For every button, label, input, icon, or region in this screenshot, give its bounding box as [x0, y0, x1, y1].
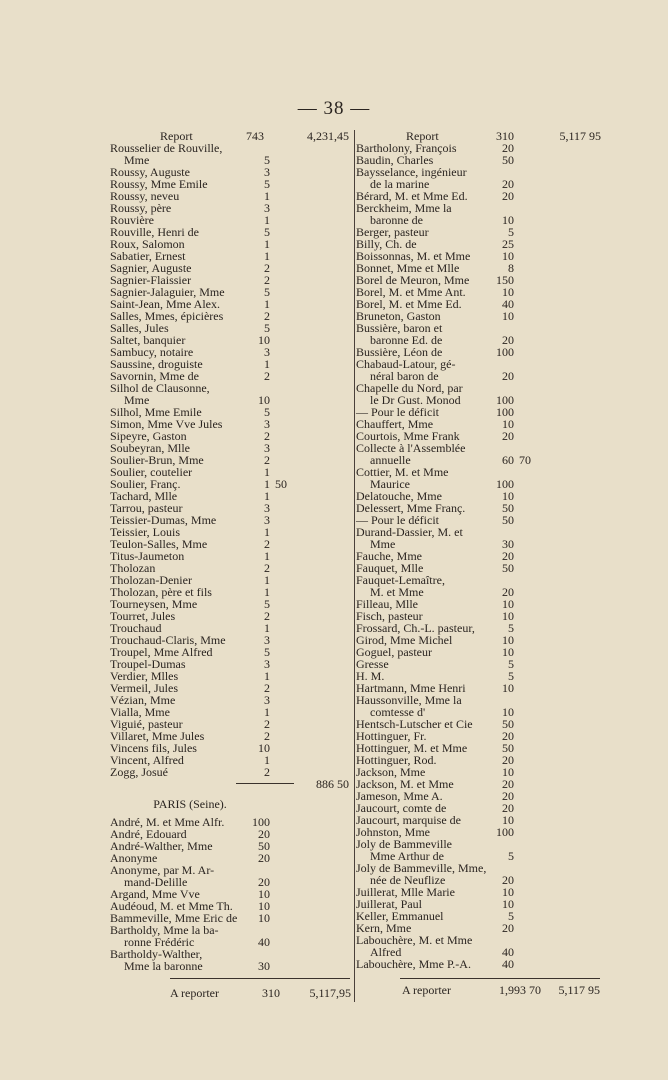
left-report-total: 4,231,45: [307, 129, 349, 143]
entry-amount: 100: [496, 393, 514, 407]
entry-amount: 10: [502, 417, 514, 431]
entry-amount: 40: [502, 297, 514, 311]
entry-name: Mme: [124, 153, 150, 167]
entry-name: Salles, Mmes, épicières: [110, 309, 224, 323]
entry-name: baronne de: [370, 213, 423, 227]
entry-name: Berger, pasteur: [356, 225, 429, 239]
entry-name: Sabatier, Ernest: [110, 249, 186, 263]
entry-name: Chabaud-Latour, gé-: [356, 357, 456, 371]
entry-name: Fisch, pasteur: [356, 609, 423, 623]
entry-name: Collecte à l'Assemblée: [356, 441, 466, 455]
entry-name: — Pour le déficit: [356, 513, 439, 527]
entry-amount: 10: [502, 249, 514, 263]
entry-name: Verdier, Mlles: [110, 669, 179, 683]
entry-amount: 10: [502, 633, 514, 647]
entry-amount: 2: [264, 453, 270, 467]
entry-amount: 2: [264, 717, 270, 731]
entry-name: Alfred: [370, 945, 402, 959]
entry-amount: 10: [502, 897, 514, 911]
page-number: — 38 —: [297, 98, 371, 119]
entry-amount: 60: [502, 453, 514, 467]
entry-name: — Pour le déficit: [356, 405, 439, 419]
entry-amount: 1: [264, 477, 270, 491]
entry-name: Bartholony, François: [356, 141, 457, 155]
entry-amount: 20: [502, 729, 514, 743]
entry-name: Hartmann, Mme Henri: [356, 681, 466, 695]
entry-name: Fauquet-Lemaître,: [356, 573, 445, 587]
entry-name: comtesse d': [370, 705, 426, 719]
entry-name: Tarrou, pasteur: [110, 501, 183, 515]
entry-name: Berckheim, Mme la: [356, 201, 452, 215]
entry-amount: 5: [508, 657, 514, 671]
entry-amount: 5: [508, 849, 514, 863]
right-footer-amount: 1,993 70: [499, 983, 541, 997]
entry-amount: 1: [264, 549, 270, 563]
entry-name: Bruneton, Gaston: [356, 309, 441, 323]
entry-amount: 2: [264, 273, 270, 287]
entry-amount: 1: [264, 753, 270, 767]
entry-name: Vincent, Alfred: [110, 753, 184, 767]
entry-amount: 20: [502, 177, 514, 191]
entry-amount: 50: [502, 561, 514, 575]
entry-name: Salles, Jules: [110, 321, 169, 335]
entry-name: née de Neuflize: [370, 873, 446, 887]
right-report-amount: 310: [496, 129, 514, 143]
entry-name: Borel, M. et Mme Ant.: [356, 285, 466, 299]
entry-amount: 2: [264, 609, 270, 623]
right-entry-row: [356, 658, 606, 670]
entry-amount: 20: [502, 921, 514, 935]
entry-name: Audéoud, M. et Mme Th.: [110, 899, 233, 913]
entry-name: M. et Mme: [370, 585, 424, 599]
entry-amount: 10: [502, 489, 514, 503]
entry-amount: 3: [264, 345, 270, 359]
entry-amount: 20: [502, 141, 514, 155]
subtotal-rule: [236, 783, 294, 784]
entry-amount: 5: [508, 909, 514, 923]
entry-name: Roussy, Auguste: [110, 165, 190, 179]
entry-amount: 5: [264, 645, 270, 659]
entry-name: Cottier, M. et Mme: [356, 465, 449, 479]
entry-amount: 150: [496, 273, 514, 287]
entry-name: Teulon-Salles, Mme: [110, 537, 208, 551]
entry-name: annuelle: [370, 453, 411, 467]
entry-amount: 3: [264, 165, 270, 179]
entry-amount: 1: [264, 213, 270, 227]
entry-name: Billy, Ch. de: [356, 237, 417, 251]
entry-name: Sambucy, notaire: [110, 345, 194, 359]
entry-name: Saint-Jean, Mme Alex.: [110, 297, 220, 311]
entry-name: Savornin, Mme de: [110, 369, 199, 383]
entry-name: Tholozan, père et fils: [110, 585, 212, 599]
entry-name: Johnston, Mme: [356, 825, 431, 839]
entry-amount: 10: [502, 213, 514, 227]
entry-name: Roussy, neveu: [110, 189, 180, 203]
entry-name: Soulier, coutelier: [110, 465, 193, 479]
entry-name: Zogg, Josué: [110, 765, 168, 779]
entry-amount: 10: [502, 645, 514, 659]
entry-amount: 5: [508, 669, 514, 683]
entry-name: Jaucourt, marquise de: [356, 813, 461, 827]
entry-cents: 50: [275, 477, 287, 491]
entry-amount: 3: [264, 513, 270, 527]
entry-amount: 20: [258, 827, 270, 841]
entry-amount: 50: [502, 153, 514, 167]
entry-amount: 2: [264, 765, 270, 779]
entry-name: Juillerat, Mlle Marie: [356, 885, 455, 899]
entry-amount: 10: [502, 705, 514, 719]
entry-amount: 3: [264, 633, 270, 647]
entry-name: Anonyme: [110, 851, 158, 865]
entry-name: Goguel, pasteur: [356, 645, 432, 659]
entry-name: Chauffert, Mme: [356, 417, 434, 431]
entry-name: ronne Frédéric: [124, 935, 195, 949]
entry-name: Courtois, Mme Frank: [356, 429, 460, 443]
entry-amount: 50: [502, 513, 514, 527]
entry-name: Jaucourt, comte de: [356, 801, 447, 815]
entry-amount: 40: [502, 945, 514, 959]
entry-amount: 20: [502, 189, 514, 203]
paris-entries-list: [110, 816, 350, 972]
entry-name: Hentsch-Lutscher et Cie: [356, 717, 473, 731]
entry-amount: 10: [502, 285, 514, 299]
entry-amount: 1: [264, 297, 270, 311]
entry-amount: 3: [264, 201, 270, 215]
entry-amount: 100: [496, 345, 514, 359]
entry-name: Trouchaud-Claris, Mme: [110, 633, 226, 647]
entry-amount: 20: [502, 789, 514, 803]
entry-name: Saussine, droguiste: [110, 357, 203, 371]
entry-amount: 10: [502, 765, 514, 779]
entry-amount: 100: [496, 825, 514, 839]
entry-name: Mme Arthur de: [370, 849, 444, 863]
entry-amount: 100: [252, 815, 270, 829]
entry-amount: 10: [502, 597, 514, 611]
entry-name: Roussy, Mme Emile: [110, 177, 208, 191]
column-divider: [354, 130, 355, 1002]
entry-amount: 2: [264, 561, 270, 575]
right-entries-list: [356, 142, 606, 970]
entry-name: le Dr Gust. Monod: [370, 393, 461, 407]
entry-amount: 2: [264, 729, 270, 743]
entry-name: Mme: [124, 393, 150, 407]
entry-name: Bartholdy, Mme la ba-: [110, 923, 219, 937]
entry-amount: 3: [264, 417, 270, 431]
entry-name: Teissier, Louis: [110, 525, 181, 539]
entry-name: Silhol, Mme Emile: [110, 405, 202, 419]
entry-amount: 20: [502, 369, 514, 383]
entry-name: Hottinguer, M. et Mme: [356, 741, 468, 755]
section-heading: PARIS (Seine).: [153, 797, 227, 811]
entry-amount: 2: [264, 309, 270, 323]
entry-amount: 100: [496, 405, 514, 419]
entry-name: Argand, Mme Vve: [110, 887, 200, 901]
entry-name: de la marine: [370, 177, 430, 191]
entry-amount: 20: [258, 851, 270, 865]
entry-name: Roussy, père: [110, 201, 172, 215]
entry-amount: 1: [264, 489, 270, 503]
entry-name: Labouchère, M. et Mme: [356, 933, 473, 947]
entry-amount: 2: [264, 429, 270, 443]
entry-name: Tholozan: [110, 561, 156, 575]
right-report-label: Report: [406, 129, 439, 143]
entry-amount: 20: [502, 429, 514, 443]
entry-name: André-Walther, Mme: [110, 839, 213, 853]
entry-name: Hottinguer, Rod.: [356, 753, 437, 767]
entry-name: Bartholdy-Walther,: [110, 947, 203, 961]
entry-amount: 10: [502, 681, 514, 695]
left-report-amount: 743: [246, 129, 264, 143]
right-footer-total: 5,117 95: [558, 983, 600, 997]
entry-name: H. M.: [356, 669, 385, 683]
entry-amount: 3: [264, 693, 270, 707]
entry-name: Sagnier-Flaissier: [110, 273, 192, 287]
entry-name: Mme: [370, 537, 396, 551]
entry-name: Fauquet, Mlle: [356, 561, 424, 575]
entry-name: André, Edouard: [110, 827, 187, 841]
left-footer-label: A reporter: [170, 986, 219, 1000]
entry-name: Villaret, Mme Jules: [110, 729, 205, 743]
entry-name: Joly de Bammeville, Mme,: [356, 861, 487, 875]
entry-name: Trouchaud: [110, 621, 162, 635]
entry-name: Delessert, Mme Franç.: [356, 501, 466, 515]
entry-name: Tourret, Jules: [110, 609, 176, 623]
entry-name: Soulier, Franç.: [110, 477, 181, 491]
entry-amount: 2: [264, 261, 270, 275]
left-entry-row: [110, 766, 350, 778]
entry-name: André, M. et Mme Alfr.: [110, 815, 225, 829]
right-report-total: 5,117 95: [559, 129, 601, 143]
entry-name: Keller, Emmanuel: [356, 909, 444, 923]
entry-name: Fauche, Mme: [356, 549, 422, 563]
entry-name: Viguié, pasteur: [110, 717, 183, 731]
entry-amount: 30: [258, 959, 270, 973]
entry-amount: 1: [264, 237, 270, 251]
entry-amount: 2: [264, 369, 270, 383]
entry-amount: 1: [264, 573, 270, 587]
left-column: [110, 130, 350, 972]
entry-name: Troupel-Dumas: [110, 657, 186, 671]
right-column: [356, 130, 606, 970]
entry-name: Sagnier-Jalaguier, Mme: [110, 285, 225, 299]
entry-name: Roux, Salomon: [110, 237, 185, 251]
right-footer-row: [356, 983, 606, 997]
entry-name: baronne Ed. de: [370, 333, 443, 347]
entry-name: Baysselance, ingénieur: [356, 165, 467, 179]
entry-amount: 1: [264, 585, 270, 599]
entry-amount: 1: [264, 669, 270, 683]
entry-name: Durand-Dassier, M. et: [356, 525, 463, 539]
entry-amount: 5: [264, 285, 270, 299]
left-report-label: Report: [160, 129, 193, 143]
entry-name: Titus-Jaumeton: [110, 549, 185, 563]
entry-amount: 10: [258, 911, 270, 925]
entry-amount: 20: [502, 333, 514, 347]
entry-amount: 10: [502, 309, 514, 323]
entry-amount: 5: [264, 597, 270, 611]
entry-amount: 5: [264, 321, 270, 335]
entry-name: Vincens fils, Jules: [110, 741, 197, 755]
entry-name: Haussonville, Mme la: [356, 693, 462, 707]
entry-name: Mme la baronne: [124, 959, 203, 973]
left-footer-total: 5,117,95: [309, 986, 351, 1000]
right-footer-rule: [400, 978, 600, 979]
entry-amount: 50: [502, 741, 514, 755]
entry-amount: 50: [502, 501, 514, 515]
entry-name: Boissonnas, M. et Mme: [356, 249, 471, 263]
entry-name: Bussière, baron et: [356, 321, 443, 335]
left-subtotal-row: [110, 778, 350, 790]
entry-amount: 1: [264, 189, 270, 203]
entry-amount: 1: [264, 465, 270, 479]
entry-amount: 10: [502, 885, 514, 899]
entry-name: néral baron de: [370, 369, 439, 383]
entry-name: Delatouche, Mme: [356, 489, 442, 503]
left-subtotal: 886 50: [316, 777, 349, 791]
entry-name: Baudin, Charles: [356, 153, 434, 167]
entry-name: Labouchère, Mme P.-A.: [356, 957, 471, 971]
entry-amount: 1: [264, 357, 270, 371]
entry-cents: 70: [519, 453, 531, 467]
entry-name: Troupel, Mme Alfred: [110, 645, 213, 659]
entry-amount: 1: [264, 621, 270, 635]
entry-name: Soubeyran, Mlle: [110, 441, 190, 455]
entry-amount: 10: [258, 899, 270, 913]
entry-name: Simon, Mme Vve Jules: [110, 417, 223, 431]
entry-amount: 100: [496, 477, 514, 491]
entry-amount: 2: [264, 537, 270, 551]
entry-name: Bussière, Léon de: [356, 345, 443, 359]
entry-name: Vézian, Mme: [110, 693, 176, 707]
entry-name: Jameson, Mme A.: [356, 789, 443, 803]
entry-amount: 10: [258, 741, 270, 755]
entry-name: mand-Delille: [124, 875, 188, 889]
entry-amount: 10: [502, 813, 514, 827]
entry-name: Gresse: [356, 657, 389, 671]
entry-amount: 1: [264, 705, 270, 719]
entry-name: Rousselier de Rouville,: [110, 141, 223, 155]
entry-name: Borel de Meuron, Mme: [356, 273, 470, 287]
entry-amount: 20: [502, 801, 514, 815]
entry-amount: 10: [258, 887, 270, 901]
entry-name: Silhol de Clausonne,: [110, 381, 210, 395]
entry-name: Jackson, M. et Mme: [356, 777, 454, 791]
entry-name: Sagnier, Auguste: [110, 261, 192, 275]
entry-name: Rouvière: [110, 213, 154, 227]
entry-amount: 20: [502, 753, 514, 767]
entry-amount: 5: [264, 153, 270, 167]
entry-name: Teissier-Dumas, Mme: [110, 513, 217, 527]
entry-name: Vermeil, Jules: [110, 681, 178, 695]
entry-amount: 5: [508, 225, 514, 239]
right-entry-row: [356, 646, 606, 658]
entry-amount: 8: [508, 261, 514, 275]
entry-name: Rouville, Henri de: [110, 225, 199, 239]
entry-name: Soulier-Brun, Mme: [110, 453, 204, 467]
entry-name: Bérard, M. et Mme Ed.: [356, 189, 468, 203]
entry-amount: 10: [258, 393, 270, 407]
left-entry-row: [110, 960, 350, 972]
entry-amount: 5: [264, 225, 270, 239]
entry-name: Vialla, Mme: [110, 705, 170, 719]
entry-name: Frossard, Ch.-L. pasteur,: [356, 621, 475, 635]
entry-name: Maurice: [370, 477, 410, 491]
entry-amount: 5: [264, 177, 270, 191]
entry-name: Jackson, Mme: [356, 765, 426, 779]
entry-name: Sipeyre, Gaston: [110, 429, 187, 443]
entry-amount: 1: [264, 249, 270, 263]
entry-amount: 50: [502, 717, 514, 731]
entry-name: Kern, Mme: [356, 921, 412, 935]
entry-name: Tourneysen, Mme: [110, 597, 198, 611]
left-footer-amount: 310: [262, 986, 280, 1000]
entry-amount: 5: [264, 405, 270, 419]
entry-name: Hottinguer, Fr.: [356, 729, 427, 743]
left-footer-row: [110, 986, 350, 1000]
entry-amount: 20: [258, 875, 270, 889]
entry-name: Joly de Bammeville: [356, 837, 452, 851]
entry-name: Bammeville, Mme Eric de: [110, 911, 238, 925]
entry-name: Juillerat, Paul: [356, 897, 422, 911]
entry-amount: 20: [502, 873, 514, 887]
entry-name: Anonyme, par M. Ar-: [110, 863, 215, 877]
entry-amount: 2: [264, 681, 270, 695]
entry-amount: 10: [258, 333, 270, 347]
right-footer-label: A reporter: [402, 983, 451, 997]
entry-amount: 3: [264, 657, 270, 671]
entry-name: Tholozan-Denier: [110, 573, 192, 587]
entry-amount: 30: [502, 537, 514, 551]
entry-amount: 3: [264, 441, 270, 455]
entry-amount: 20: [502, 585, 514, 599]
entry-name: Saltet, banquier: [110, 333, 186, 347]
entry-name: Filleau, Mlle: [356, 597, 418, 611]
entry-amount: 50: [258, 839, 270, 853]
entry-amount: 20: [502, 777, 514, 791]
entry-amount: 1: [264, 525, 270, 539]
entry-name: Chapelle du Nord, par: [356, 381, 463, 395]
entry-name: Borel, M. et Mme Ed.: [356, 297, 462, 311]
entry-amount: 40: [258, 935, 270, 949]
left-entries-list: [110, 142, 350, 778]
left-footer-rule: [170, 978, 350, 979]
entry-amount: 40: [502, 957, 514, 971]
entry-amount: 25: [502, 237, 514, 251]
entry-name: Tachard, Mlle: [110, 489, 178, 503]
entry-amount: 3: [264, 501, 270, 515]
entry-amount: 20: [502, 549, 514, 563]
entry-name: Girod, Mme Michel: [356, 633, 453, 647]
entry-name: Bonnet, Mme et Mlle: [356, 261, 460, 275]
entry-amount: 5: [508, 621, 514, 635]
entry-amount: 10: [502, 609, 514, 623]
right-entry-row: [356, 958, 606, 970]
